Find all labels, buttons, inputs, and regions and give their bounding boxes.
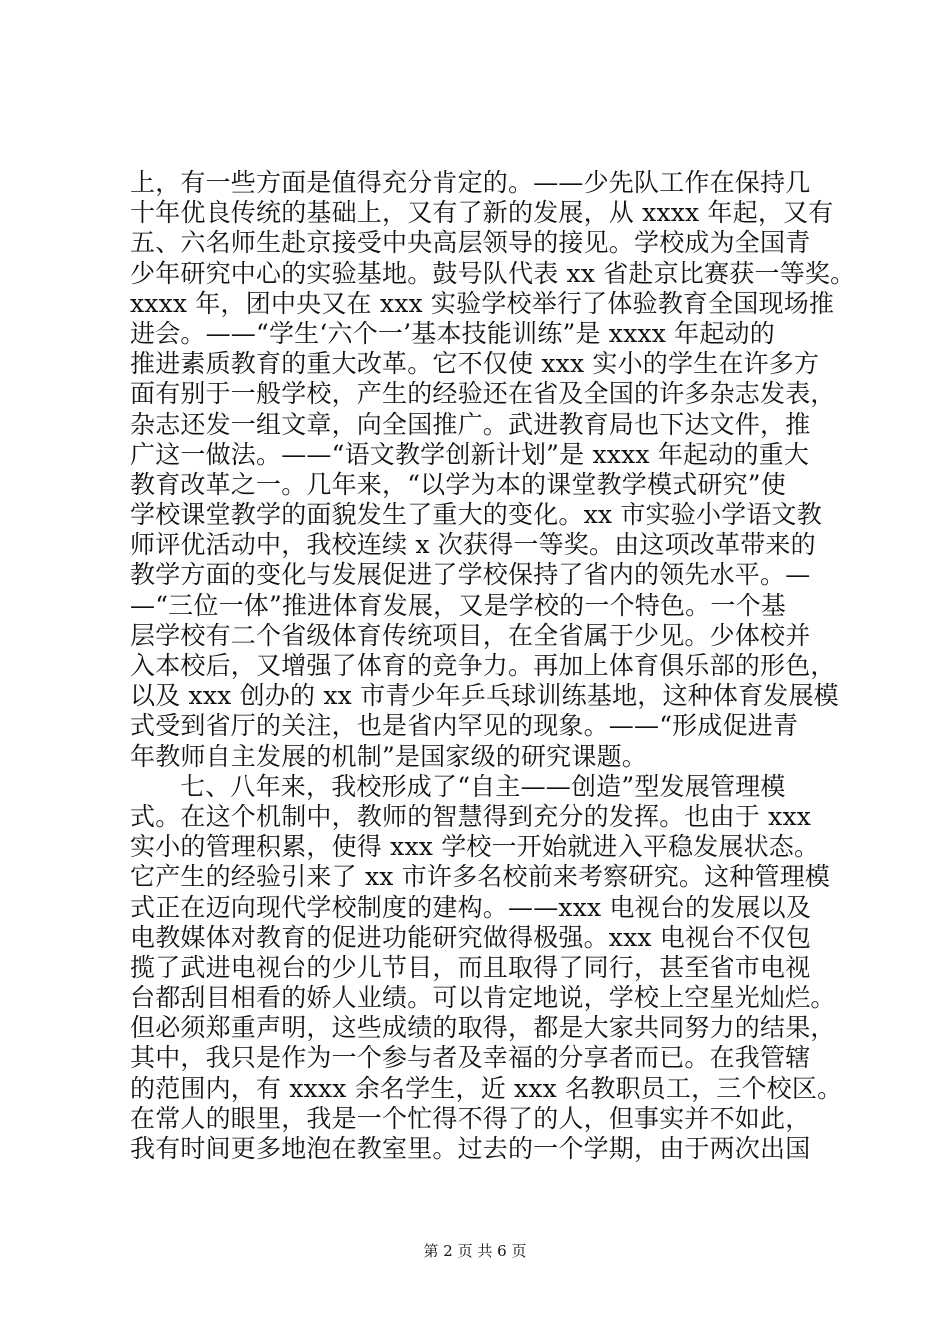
text-line: 教学方面的变化与发展促进了学校保持了省内的领先水平。— [130,560,811,590]
text-line: 年教师自主发展的机制”是国家级的研究课题。 [130,741,647,771]
page-number-footer: 第 2 页 共 6 页 [423,1242,527,1260]
body-text [130,168,856,1164]
text-line: 少年研究中心的实验基地。鼓号队代表 xx 省赴京比赛获一等奖。 [130,258,856,288]
text-line: 杂志还发一组文章，向全国推广。武进教育局也下达文件，推 [130,409,811,439]
text-line: 在常人的眼里，我是一个忙得不得了的人，但事实并不如此， [130,1103,811,1133]
text-line: xxxx 年，团中央又在 xxx 实验学校举行了体验教育全国现场推 [130,288,835,318]
paragraph-start-line: 七、八年来，我校形成了“自主——创造”型发展管理模 [180,771,786,801]
text-line: 上，有一些方面是值得充分肯定的。——少先队工作在保持几 [130,168,811,197]
text-line: —“三位一体”推进体育发展，又是学校的一个特色。一个基 [130,590,786,620]
text-line: 式正在迈向现代学校制度的建构。——xxx 电视台的发展以及 [130,892,812,922]
text-line: 的范围内，有 xxxx 余名学生，近 xxx 名教职员工，三个校区。 [130,1073,843,1103]
text-line: 五、六名师生赴京接受中央高层领导的接见。学校成为全国青 [130,228,811,258]
text-line: 它产生的经验引来了 xx 市许多名校前来考察研究。这种管理模 [130,862,831,892]
text-line: 广这一做法。——“语文教学创新计划”是 xxxx 年起动的重大 [130,439,810,469]
text-line: 面有别于一般学校，产生的经验还在省及全国的许多杂志发表， [130,379,836,409]
text-line: 进会。——“学生‘六个一’基本技能训练”是 xxxx 年起动的 [130,318,775,348]
text-line: 其中，我只是作为一个参与者及幸福的分享者而已。在我管辖 [130,1043,811,1073]
text-line: 十年优良传统的基础上，又有了新的发展，从 xxxx 年起，又有 [130,198,834,228]
text-line: 学校课堂教学的面貌发生了重大的变化。xx 市实验小学语文教 [130,500,822,530]
text-line: 以及 xxx 创办的 xx 市青少年乒乓球训练基地，这种体育发展模 [130,681,839,711]
text-line: 式。在这个机制中，教师的智慧得到充分的发挥。也由于 xxx [130,801,812,831]
text-line: 教育改革之一。几年来，“以学为本的课堂教学模式研究”使 [130,469,786,499]
text-line: 揽了武进电视台的少儿节目，而且取得了同行，甚至省市电视 [130,952,811,982]
text-line: 式受到省厅的关注，也是省内罕见的现象。——“形成促进青 [130,711,799,741]
text-line: 实小的管理积累，使得 xxx 学校一开始就进入平稳发展状态。 [130,832,820,862]
text-line: 电教媒体对教育的促进功能研究做得极强。xxx 电视台不仅包 [130,922,812,952]
text-line: 我有时间更多地泡在教室里。过去的一个学期，由于两次出国 [130,1134,811,1163]
text-line: 推进素质教育的重大改革。它不仅使 xxx 实小的学生在许多方 [130,349,820,379]
text-line: 师评优活动中，我校连续 x 次获得一等奖。由这项改革带来的 [130,530,816,560]
text-line: 台都刮目相看的娇人业绩。可以肯定地说，学校上空星光灿烂。 [130,983,836,1013]
text-line: 层学校有二个省级体育传统项目，在全省属于少见。少体校并 [130,620,811,650]
text-line: 入本校后，又增强了体育的竞争力。再加上体育俱乐部的形色， [130,651,836,680]
text-line: 但必须郑重声明，这些成绩的取得，都是大家共同努力的结果， [130,1013,836,1043]
